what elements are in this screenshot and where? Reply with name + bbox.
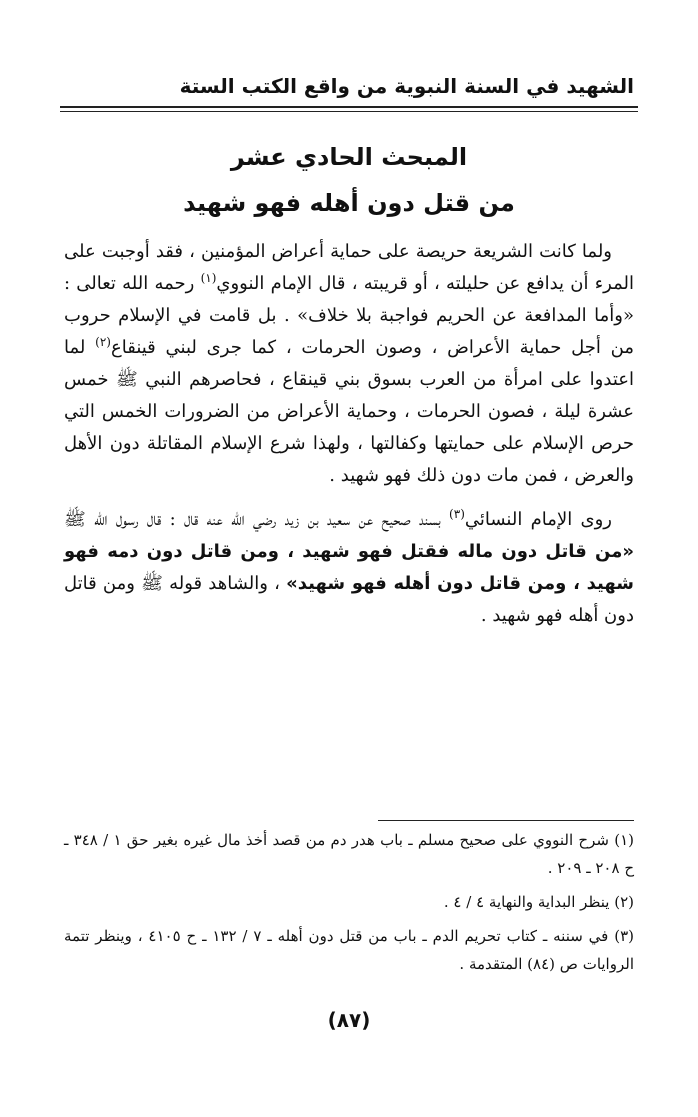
footnote-2: (٢) ينظر البداية والنهاية ٤ / ٤ . [443, 893, 634, 911]
chapter-title: المبحث الحادي عشر [230, 143, 468, 171]
footnote-ref-3: (٣) [449, 507, 465, 521]
hadith-quote: «من قاتل دون ماله فقتل فهو شهيد ، ومن قاتل دون دمه فهو شهيد ، ومن قاتل دون أهله فهو شهيد» [64, 541, 634, 594]
paragraph-1-part-b: رحمه الله تعالى : «وأما المدافعة عن الحريم فواجبة بلا خلاف» . بل قامت في الإسلام حروب من أجل حماية الأعراض ، وصون الحرمات ، كما جرى لبني قينقاع [64, 273, 634, 358]
footnote-ref-1: (١) [200, 271, 217, 285]
footnote-3: (٣) في سننه ـ كتاب تحريم الدم ـ باب من قتل دون أهله ـ ٧ / ١٣٢ ـ ح ٤١٠٥ ، وينظر تتمة الروايات ص (٨٤) المتقدمة . [64, 927, 634, 973]
page-number: (٨٧) [327, 1008, 371, 1032]
footnote-rule [378, 820, 634, 821]
footnote-1: (١) شرح النووي على صحيح مسلم ـ باب هدر دم من قصد أخذ مال غيره بغير حق ١ / ٣٤٨ ـ ح ٢٠٨ ـ ٢٠٩ . [64, 831, 634, 877]
paragraph-2-part-a: روى الإمام النسائي [464, 509, 612, 530]
paragraph-1 [64, 236, 634, 492]
paragraph-2-part-b: بسند صحيح عن سعيد بن زيد رضي الله عنه قال : قال رسول الله ﷺ [64, 509, 450, 530]
paragraph-1-part-c: لما اعتدوا على امرأة من العرب بسوق بني قينقاع ، فحاصرهم النبي ﷺ خمس عشرة ليلة ، فصون الحرمات ، وحماية الأعراض من الضرورات الخمس التي حرص الإسلام على حمايتها وكفالتها ، ولهذا شرع الإسلام المقاتلة دون الأهل والعرض ، فمن مات دون ذلك فهو شهيد . [64, 337, 634, 486]
paragraph-2-part-c: ، والشاهد قوله ﷺ ومن قاتل دون أهله فهو شهيد . [64, 573, 634, 626]
paragraph-1-part-a: ولما كانت الشريعة حريصة على حماية أعراض المؤمنين ، فقد أوجبت على المرء أن يدافع عن حليلته ، أو قريبته ، قال الإمام النووي [64, 241, 634, 294]
running-header: الشهيد في السنة النبوية من واقع الكتب الستة [179, 74, 634, 98]
footnote-ref-2: (٢) [95, 335, 111, 349]
paragraph-2 [64, 504, 634, 632]
body-text [64, 236, 634, 632]
header-rule [60, 106, 638, 112]
footnotes [64, 826, 634, 984]
chapter-subtitle: من قتل دون أهله فهو شهيد [183, 189, 515, 217]
